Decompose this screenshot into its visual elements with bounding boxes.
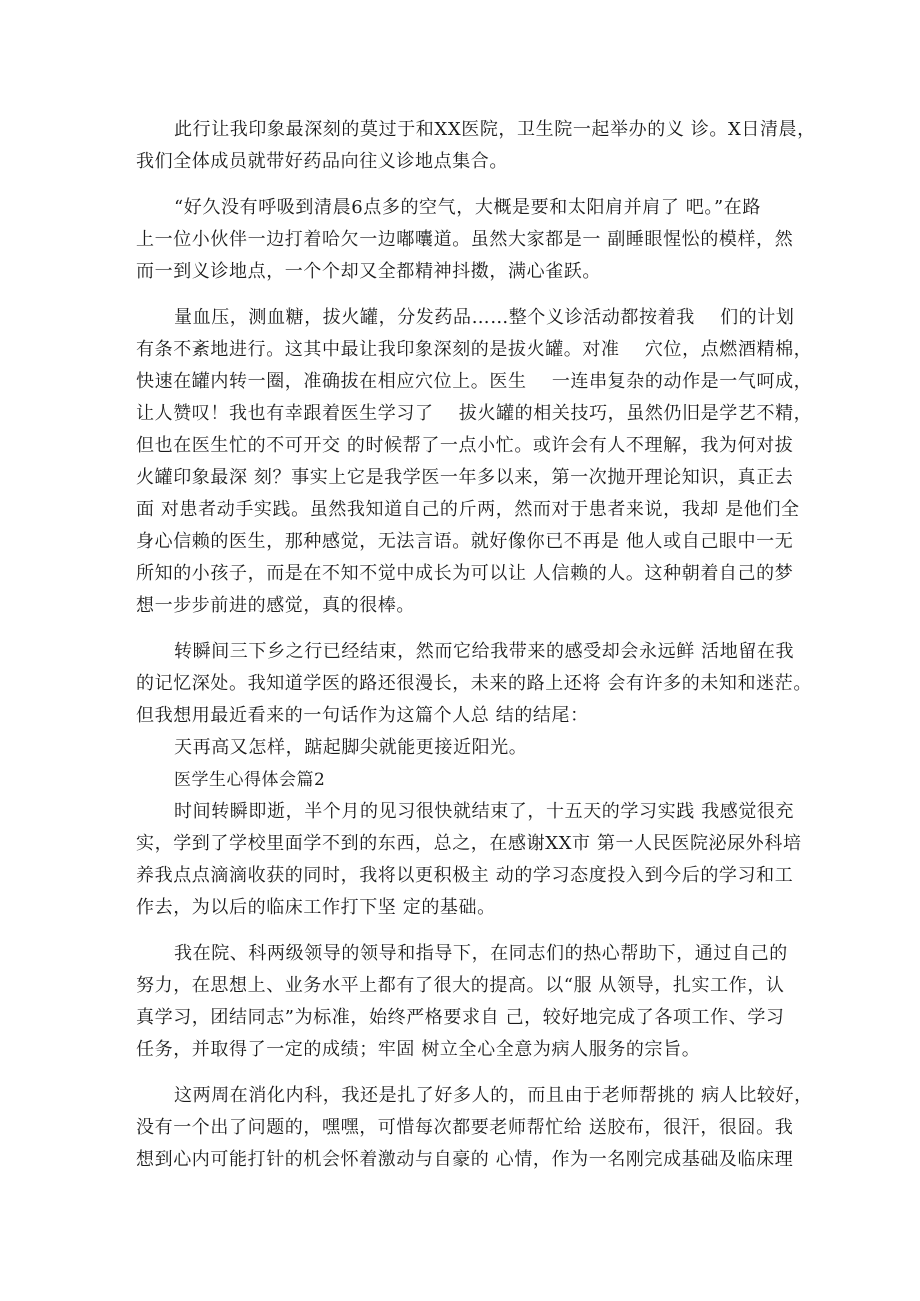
quote-line: 天再高又怎样，踮起脚尖就能更接近阳光。: [174, 737, 528, 758]
text-line: 没有一个出了问题的，嘿嘿，可惜每次都要老师帮忙给 送胶布，很汗，很囧。我: [136, 1117, 794, 1138]
text-line: 有条不紊地进行。这其中最让我印象深刻的是拔火罐。对准 穴位，点燃酒精棉，: [136, 339, 813, 360]
text-line: 的记忆深处。我知道学医的路还很漫长，未来的路上还将 会有许多的未知和迷茫。: [136, 673, 812, 694]
section-heading: 医学生心得体会篇2: [174, 770, 326, 790]
text-line: 让人赞叹！我也有幸跟着医生学习了 拔火罐的相关技巧，虽然仍旧是学艺不精，: [136, 403, 813, 424]
text-line: 但我想用最近看来的一句话作为这篇个人总 结的结尾：: [136, 705, 589, 726]
text-line: 真学习，团结同志”为标准，始终严格要求自 己，较好地完成了各项工作、学习: [136, 1007, 785, 1028]
text-line: 转瞬间三下乡之行已经结束，然而它给我带来的感受却会永远鲜 活地留在我: [174, 641, 795, 662]
text-line: 火罐印象最深 刻？事实上它是我学医一年多以来，第一次抛开理论知识，真正去: [136, 467, 794, 488]
paragraph: [136, 192, 792, 288]
text-line: 我在院、科两级领导的领导和指导下，在同志们的热心帮助下，通过自己的: [174, 943, 788, 964]
text-line: 实，学到了学校里面学不到的东西，总之，在感谢XX市 第一人民医院泌尿外科培: [136, 833, 802, 854]
text-line: 我们全体成员就带好药品向往义诊地点集合。: [136, 151, 508, 172]
text-line: “好久没有呼吸到清晨6点多的空气，大概是要和太阳肩并肩了 吧。”在路: [174, 197, 761, 218]
text-line: 面 对患者动手实践。虽然我知道自己的斤两，然而对于患者来说，我却 是他们全: [136, 499, 800, 520]
paragraph: [136, 796, 802, 924]
paragraph: [136, 1080, 813, 1176]
text-line: 快速在罐内转一圈，准确拔在相应穴位上。医生 一连串复杂的动作是一气呵成，: [136, 371, 813, 392]
text-line: 作去，为以后的临床工作打下坚 定的基础。: [136, 897, 496, 918]
text-line: 量血压，测血糖，拔火罐，分发药品……整个义诊活动都按着我 们的计划: [174, 307, 795, 328]
paragraph: [136, 636, 812, 732]
paragraph: [136, 938, 792, 1066]
text-line: 此行让我印象最深刻的莫过于和XX医院，卫生院一起举办的义 诊。X日清晨，: [174, 119, 816, 140]
text-line: 但也在医生忙的不可开交 的时候帮了一点小忙。或许会有人不理解，我为何对拔: [136, 435, 794, 456]
paragraph: [136, 302, 813, 622]
paragraph: [136, 114, 816, 178]
text-line: 想一步步前进的感觉，真的很棒。: [136, 595, 415, 616]
text-line: 身心信赖的医生，那种感觉，无法言语。就好像你已不再是 他人或自己眼中一无: [136, 531, 794, 552]
text-line: 而一到义诊地点，一个个却又全都精神抖擞，满心雀跃。: [136, 261, 601, 282]
text-line: 想到心内可能打针的机会怀着激动与自豪的 心情，作为一名刚完成基础及临床理: [136, 1149, 794, 1170]
text-line: 任务，并取得了一定的成绩；牢固 树立全心全意为病人服务的宗旨。: [136, 1039, 701, 1060]
text-line: 所知的小孩子，而是在不知不觉中成长为可以让 人信赖的人。这种朝着自己的梦: [136, 563, 794, 584]
text-line: 努力，在思想上、业务水平上都有了很大的提高。以“服 从领导，扎实工作，认: [136, 975, 785, 996]
text-line: 养我点点滴滴收获的同时，我将以更积极主 动的学习态度投入到今后的学习和工: [136, 865, 794, 886]
text-line: 上一位小伙伴一边打着哈欠一边嘟囔道。虽然大家都是一 副睡眼惺忪的模样，然: [136, 229, 794, 250]
text-line: 这两周在消化内科，我还是扎了好多人的，而且由于老师帮挑的 病人比较好，: [174, 1085, 813, 1106]
document-page: [136, 114, 816, 1176]
text-line: 时间转瞬即逝，半个月的见习很快就结束了，十五天的学习实践 我感觉很充: [174, 801, 795, 822]
